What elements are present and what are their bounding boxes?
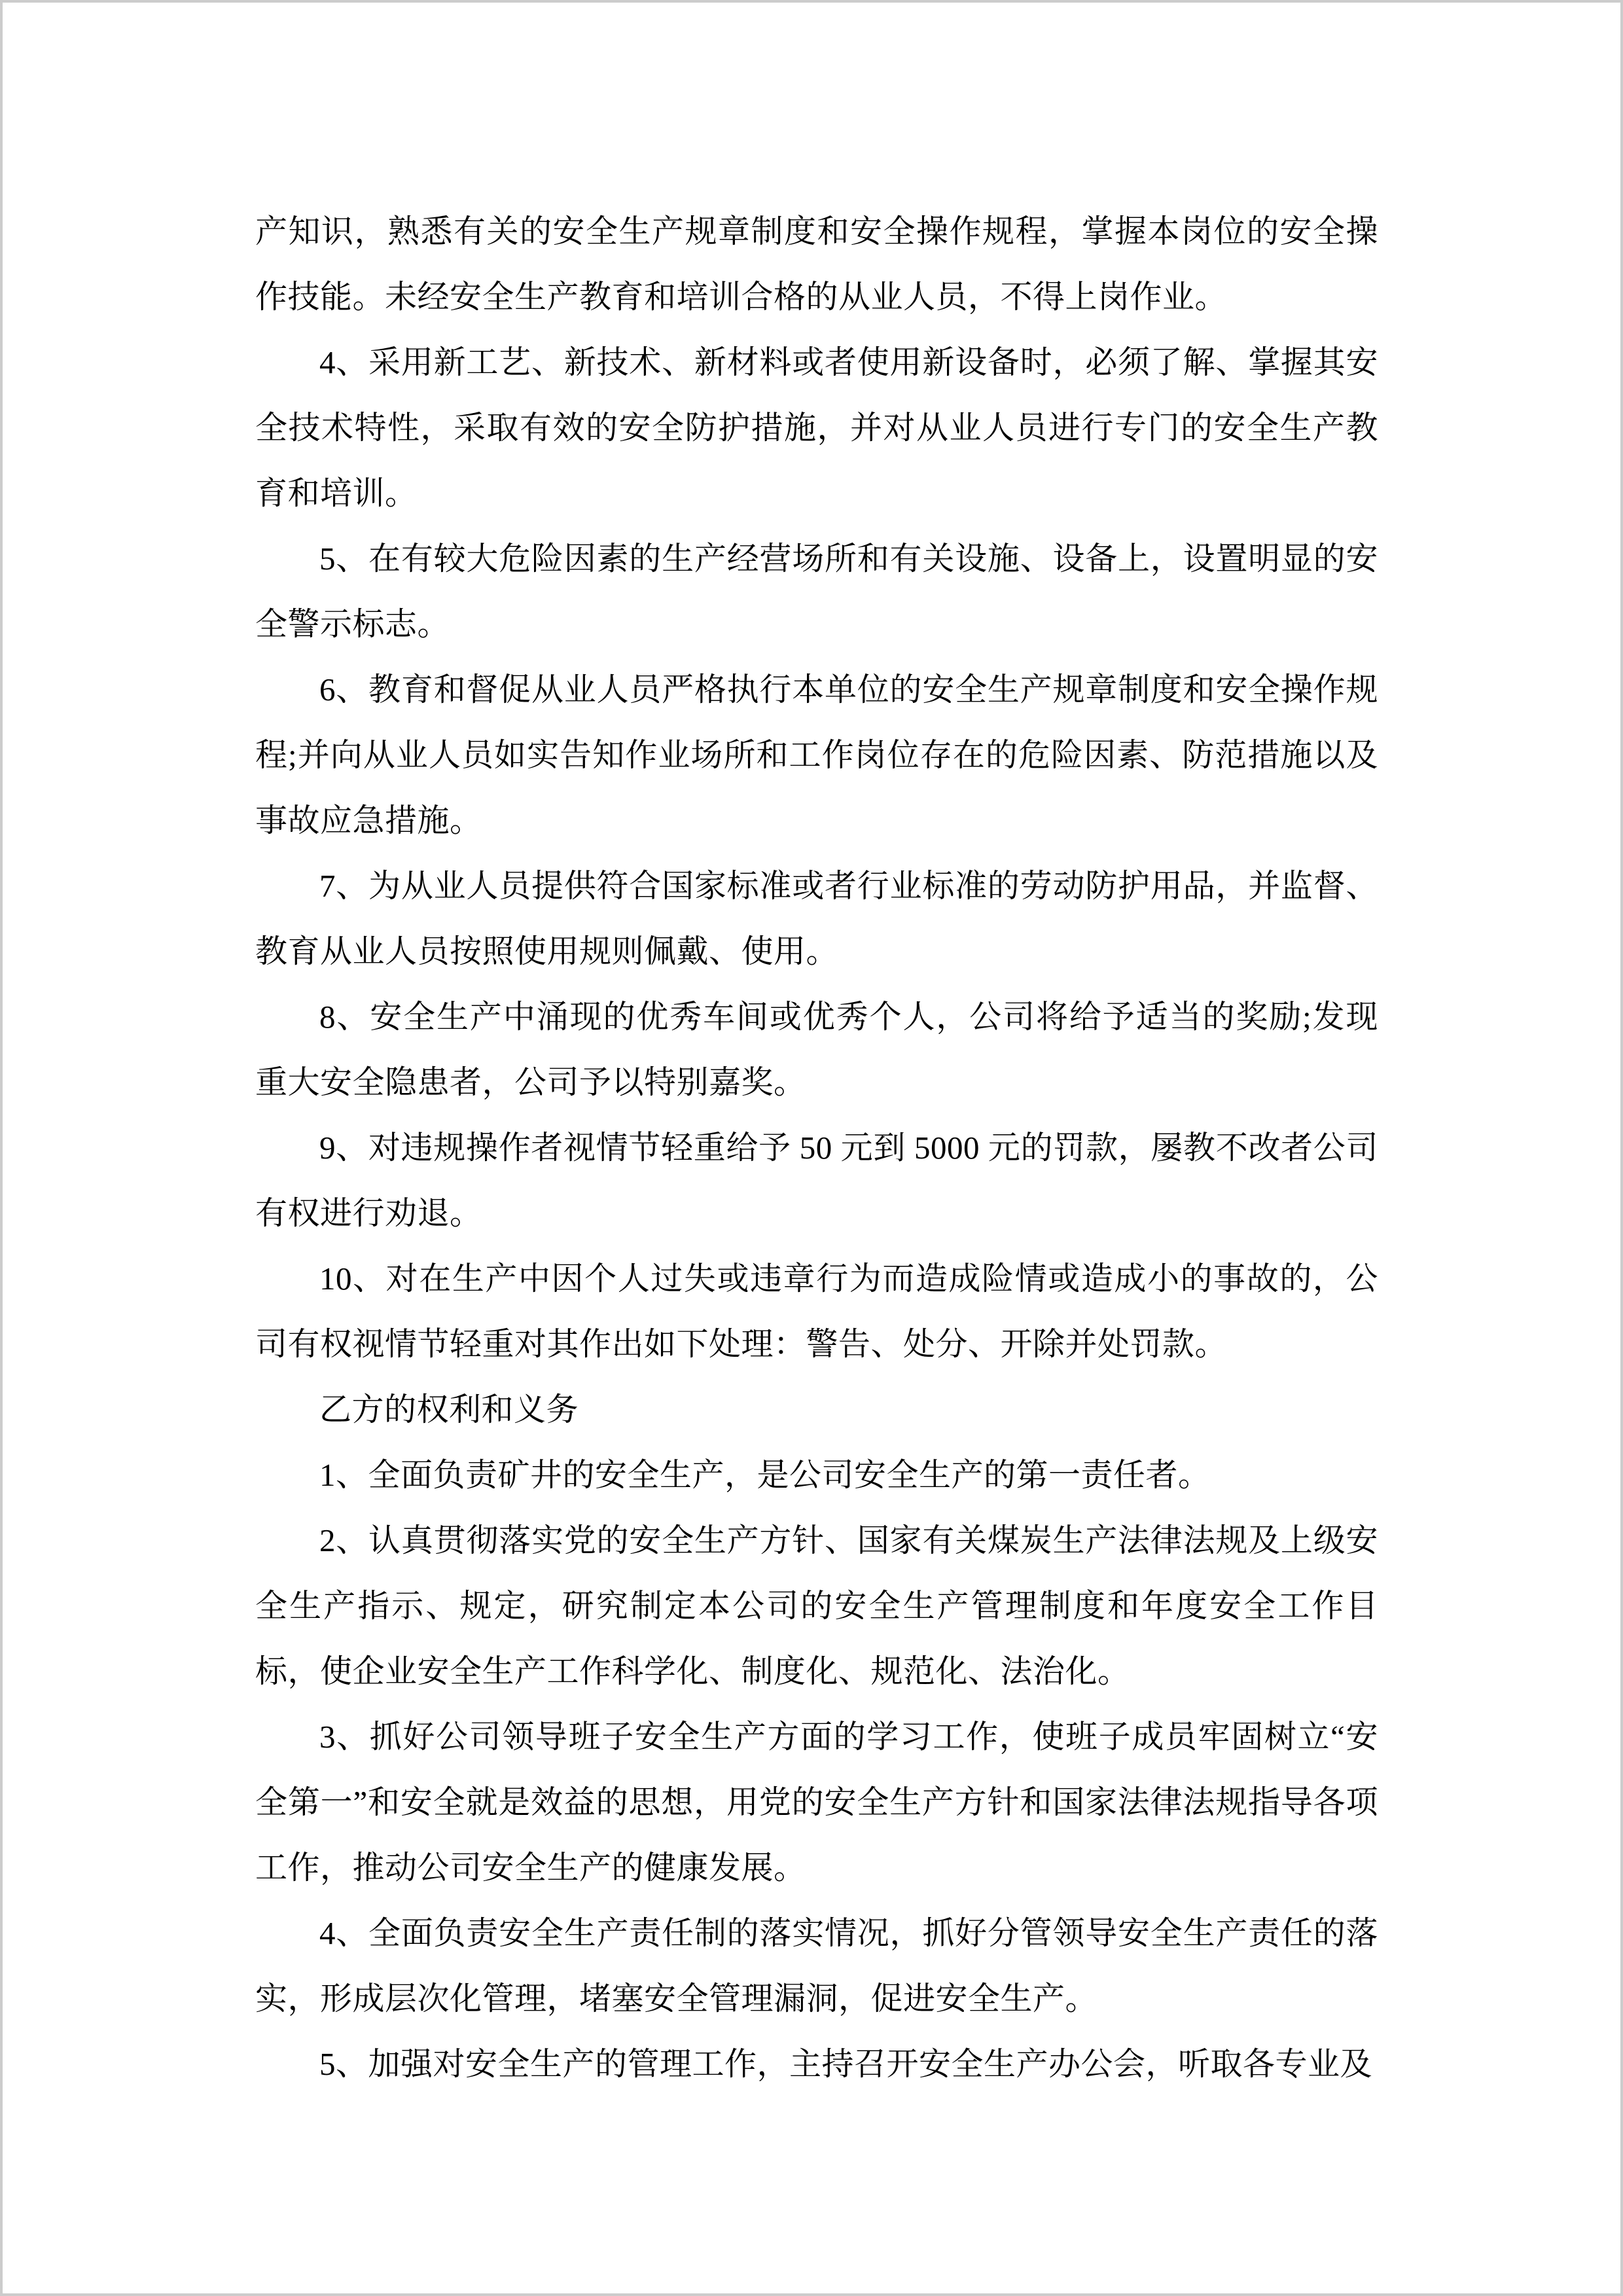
paragraph: 9、对违规操作者视情节轻重给予 50 元到 5000 元的罚款，屡教不改者公司有权进行劝退。 (255, 1130, 1378, 1231)
section-heading: 乙方的权利和义务 (319, 1391, 579, 1427)
paragraph: 3、抓好公司领导班子安全生产方面的学习工作，使班子成员牢固树立“安全第一”和安全就是效益的思想，用党的安全生产方针和国家法律法规指导各项工作，推动公司安全生产的健康发展。 (255, 1719, 1378, 1886)
paragraph: 4、全面负责安全生产责任制的落实情况，抓好分管领导安全生产责任的落实，形成层次化管理，堵塞安全管理漏洞，促进安全生产。 (255, 1915, 1378, 2017)
paragraph: 产知识，熟悉有关的安全生产规章制度和安全操作规程，掌握本岗位的安全操作技能。未经安全生产教育和培训合格的从业人员，不得上岗作业。 (255, 213, 1378, 315)
paragraph: 1、全面负责矿井的安全生产，是公司安全生产的第一责任者。 (319, 1457, 1211, 1493)
document-body (255, 199, 1378, 2097)
paragraph: 5、在有较大危险因素的生产经营场所和有关设施、设备上，设置明显的安全警示标志。 (255, 541, 1378, 642)
paragraph: 6、教育和督促从业人员严格执行本单位的安全生产规章制度和安全操作规程;并向从业人员如实告知作业场所和工作岗位存在的危险因素、防范措施以及事故应急措施。 (255, 672, 1378, 838)
paragraph: 7、为从业人员提供符合国家标准或者行业标准的劳动防护用品，并监督、教育从业人员按照使用规则佩戴、使用。 (255, 868, 1378, 969)
paragraph: 5、加强对安全生产的管理工作，主持召开安全生产办公会，听取各专业及 (319, 2046, 1373, 2082)
paragraph: 10、对在生产中因个人过失或违章行为而造成险情或造成小的事故的，公司有权视情节轻重对其作出如下处理：警告、处分、开除并处罚款。 (255, 1261, 1378, 1362)
paragraph: 2、认真贯彻落实党的安全生产方针、国家有关煤炭生产法律法规及上级安全生产指示、规定，研究制定本公司的安全生产管理制度和年度安全工作目标，使企业安全生产工作科学化、制度化、规范化、法治化。 (255, 1522, 1378, 1689)
paragraph: 8、安全生产中涌现的优秀车间或优秀个人，公司将给予适当的奖励;发现重大安全隐患者，公司予以特别嘉奖。 (255, 999, 1378, 1100)
paragraph: 4、采用新工艺、新技术、新材料或者使用新设备时，必须了解、掌握其安全技术特性，采取有效的安全防护措施，并对从业人员进行专门的安全生产教育和培训。 (255, 344, 1378, 511)
